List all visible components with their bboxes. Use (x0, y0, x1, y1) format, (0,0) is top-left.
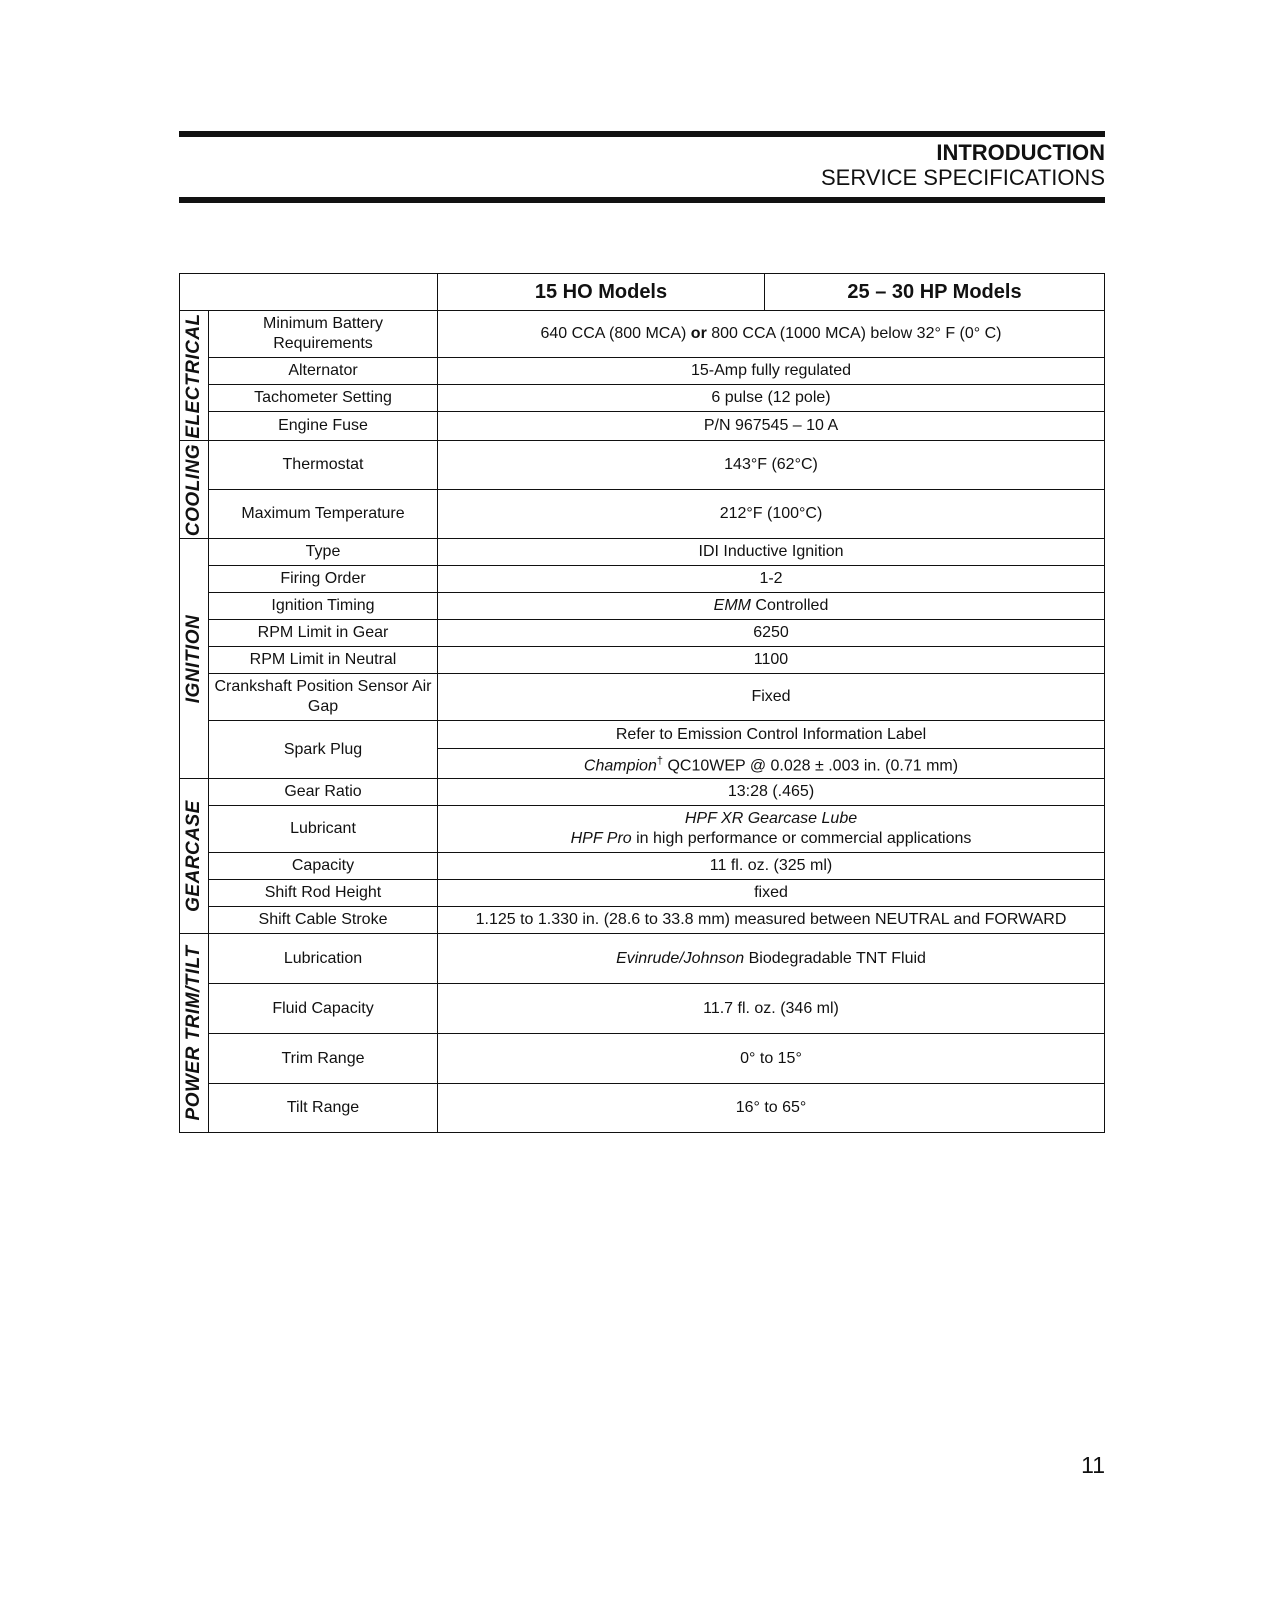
section-electrical: ELECTRICAL (180, 311, 209, 441)
spec-label: Maximum Temperature (209, 490, 438, 539)
table-row (180, 779, 1105, 806)
spec-label: RPM Limit in Neutral (209, 647, 438, 674)
spec-value: 1-2 (438, 566, 1105, 593)
table-row (180, 593, 1105, 620)
spec-label: Gear Ratio (209, 779, 438, 806)
spec-value: 143°F (62°C) (438, 441, 1105, 490)
section-cooling: COOLING (180, 441, 209, 539)
table-header-row (180, 274, 1105, 311)
col-header-25-30hp: 25 – 30 HP Models (765, 274, 1105, 311)
spec-value: Champion† QC10WEP @ 0.028 ± .003 in. (0.71 mm) (438, 749, 1105, 779)
table-row (180, 934, 1105, 984)
section-gearcase: GEARCASE (180, 779, 209, 934)
spec-value: 16° to 65° (438, 1084, 1105, 1133)
spec-label: Minimum Battery Requirements (209, 311, 438, 358)
section-power-trim-tilt: POWER TRIM/TILT (180, 934, 209, 1133)
table-row (180, 674, 1105, 721)
table-row (180, 620, 1105, 647)
table-row (180, 441, 1105, 490)
table-row (180, 647, 1105, 674)
table-row (180, 880, 1105, 907)
page-number: 11 (1081, 1452, 1105, 1478)
spec-label: Alternator (209, 358, 438, 385)
spec-value: Evinrude/Johnson Biodegradable TNT Fluid (438, 934, 1105, 984)
table-row (180, 721, 1105, 749)
spec-value: 11 fl. oz. (325 ml) (438, 853, 1105, 880)
spec-value: 15-Amp fully regulated (438, 358, 1105, 385)
spec-label: Firing Order (209, 566, 438, 593)
table-row (180, 539, 1105, 566)
spec-value: HPF XR Gearcase Lube HPF Pro in high performance or commercial applications (438, 806, 1105, 853)
spec-table (179, 273, 1105, 1133)
spec-label: Engine Fuse (209, 412, 438, 441)
spec-label: RPM Limit in Gear (209, 620, 438, 647)
spec-value: 13:28 (.465) (438, 779, 1105, 806)
spec-label: Type (209, 539, 438, 566)
spec-value: Fixed (438, 674, 1105, 721)
table-row (180, 358, 1105, 385)
spec-value: 6 pulse (12 pole) (438, 385, 1105, 412)
spec-label: Capacity (209, 853, 438, 880)
spec-label: Trim Range (209, 1034, 438, 1084)
spec-label: Spark Plug (209, 721, 438, 779)
table-row (180, 412, 1105, 441)
page-title: INTRODUCTION (936, 140, 1105, 165)
spec-value: fixed (438, 880, 1105, 907)
section-ignition: IGNITION (180, 539, 209, 779)
table-row (180, 1034, 1105, 1084)
spec-value: P/N 967545 – 10 A (438, 412, 1105, 441)
spec-value: EMM Controlled (438, 593, 1105, 620)
spec-value: 1100 (438, 647, 1105, 674)
table-row (180, 853, 1105, 880)
spec-label: Fluid Capacity (209, 984, 438, 1034)
spec-label: Shift Rod Height (209, 880, 438, 907)
table-row (180, 490, 1105, 539)
spec-label: Lubrication (209, 934, 438, 984)
table-row (180, 806, 1105, 853)
table-row (180, 907, 1105, 934)
spec-label: Ignition Timing (209, 593, 438, 620)
col-header-15ho: 15 HO Models (438, 274, 765, 311)
table-row (180, 311, 1105, 358)
spec-label: Crankshaft Position Sensor Air Gap (209, 674, 438, 721)
table-row (180, 385, 1105, 412)
spec-value: 212°F (100°C) (438, 490, 1105, 539)
table-row (180, 1084, 1105, 1133)
spec-value: 640 CCA (800 MCA) or 800 CCA (1000 MCA) below 32° F (0° C) (438, 311, 1105, 358)
spec-value: IDI Inductive Ignition (438, 539, 1105, 566)
spec-value: 1.125 to 1.330 in. (28.6 to 33.8 mm) measured between NEUTRAL and FORWARD (438, 907, 1105, 934)
spec-value: 11.7 fl. oz. (346 ml) (438, 984, 1105, 1034)
spec-label: Shift Cable Stroke (209, 907, 438, 934)
spec-label: Lubricant (209, 806, 438, 853)
spec-value: Refer to Emission Control Information Label (438, 721, 1105, 749)
bottom-rule (179, 197, 1105, 203)
header-blank-cell (180, 274, 438, 311)
spec-value: 6250 (438, 620, 1105, 647)
top-rule (179, 131, 1105, 137)
spec-label: Thermostat (209, 441, 438, 490)
spec-value: 0° to 15° (438, 1034, 1105, 1084)
table-row (180, 566, 1105, 593)
spec-label: Tilt Range (209, 1084, 438, 1133)
table-row (180, 984, 1105, 1034)
spec-label: Tachometer Setting (209, 385, 438, 412)
page-subtitle: SERVICE SPECIFICATIONS (820, 165, 1105, 190)
